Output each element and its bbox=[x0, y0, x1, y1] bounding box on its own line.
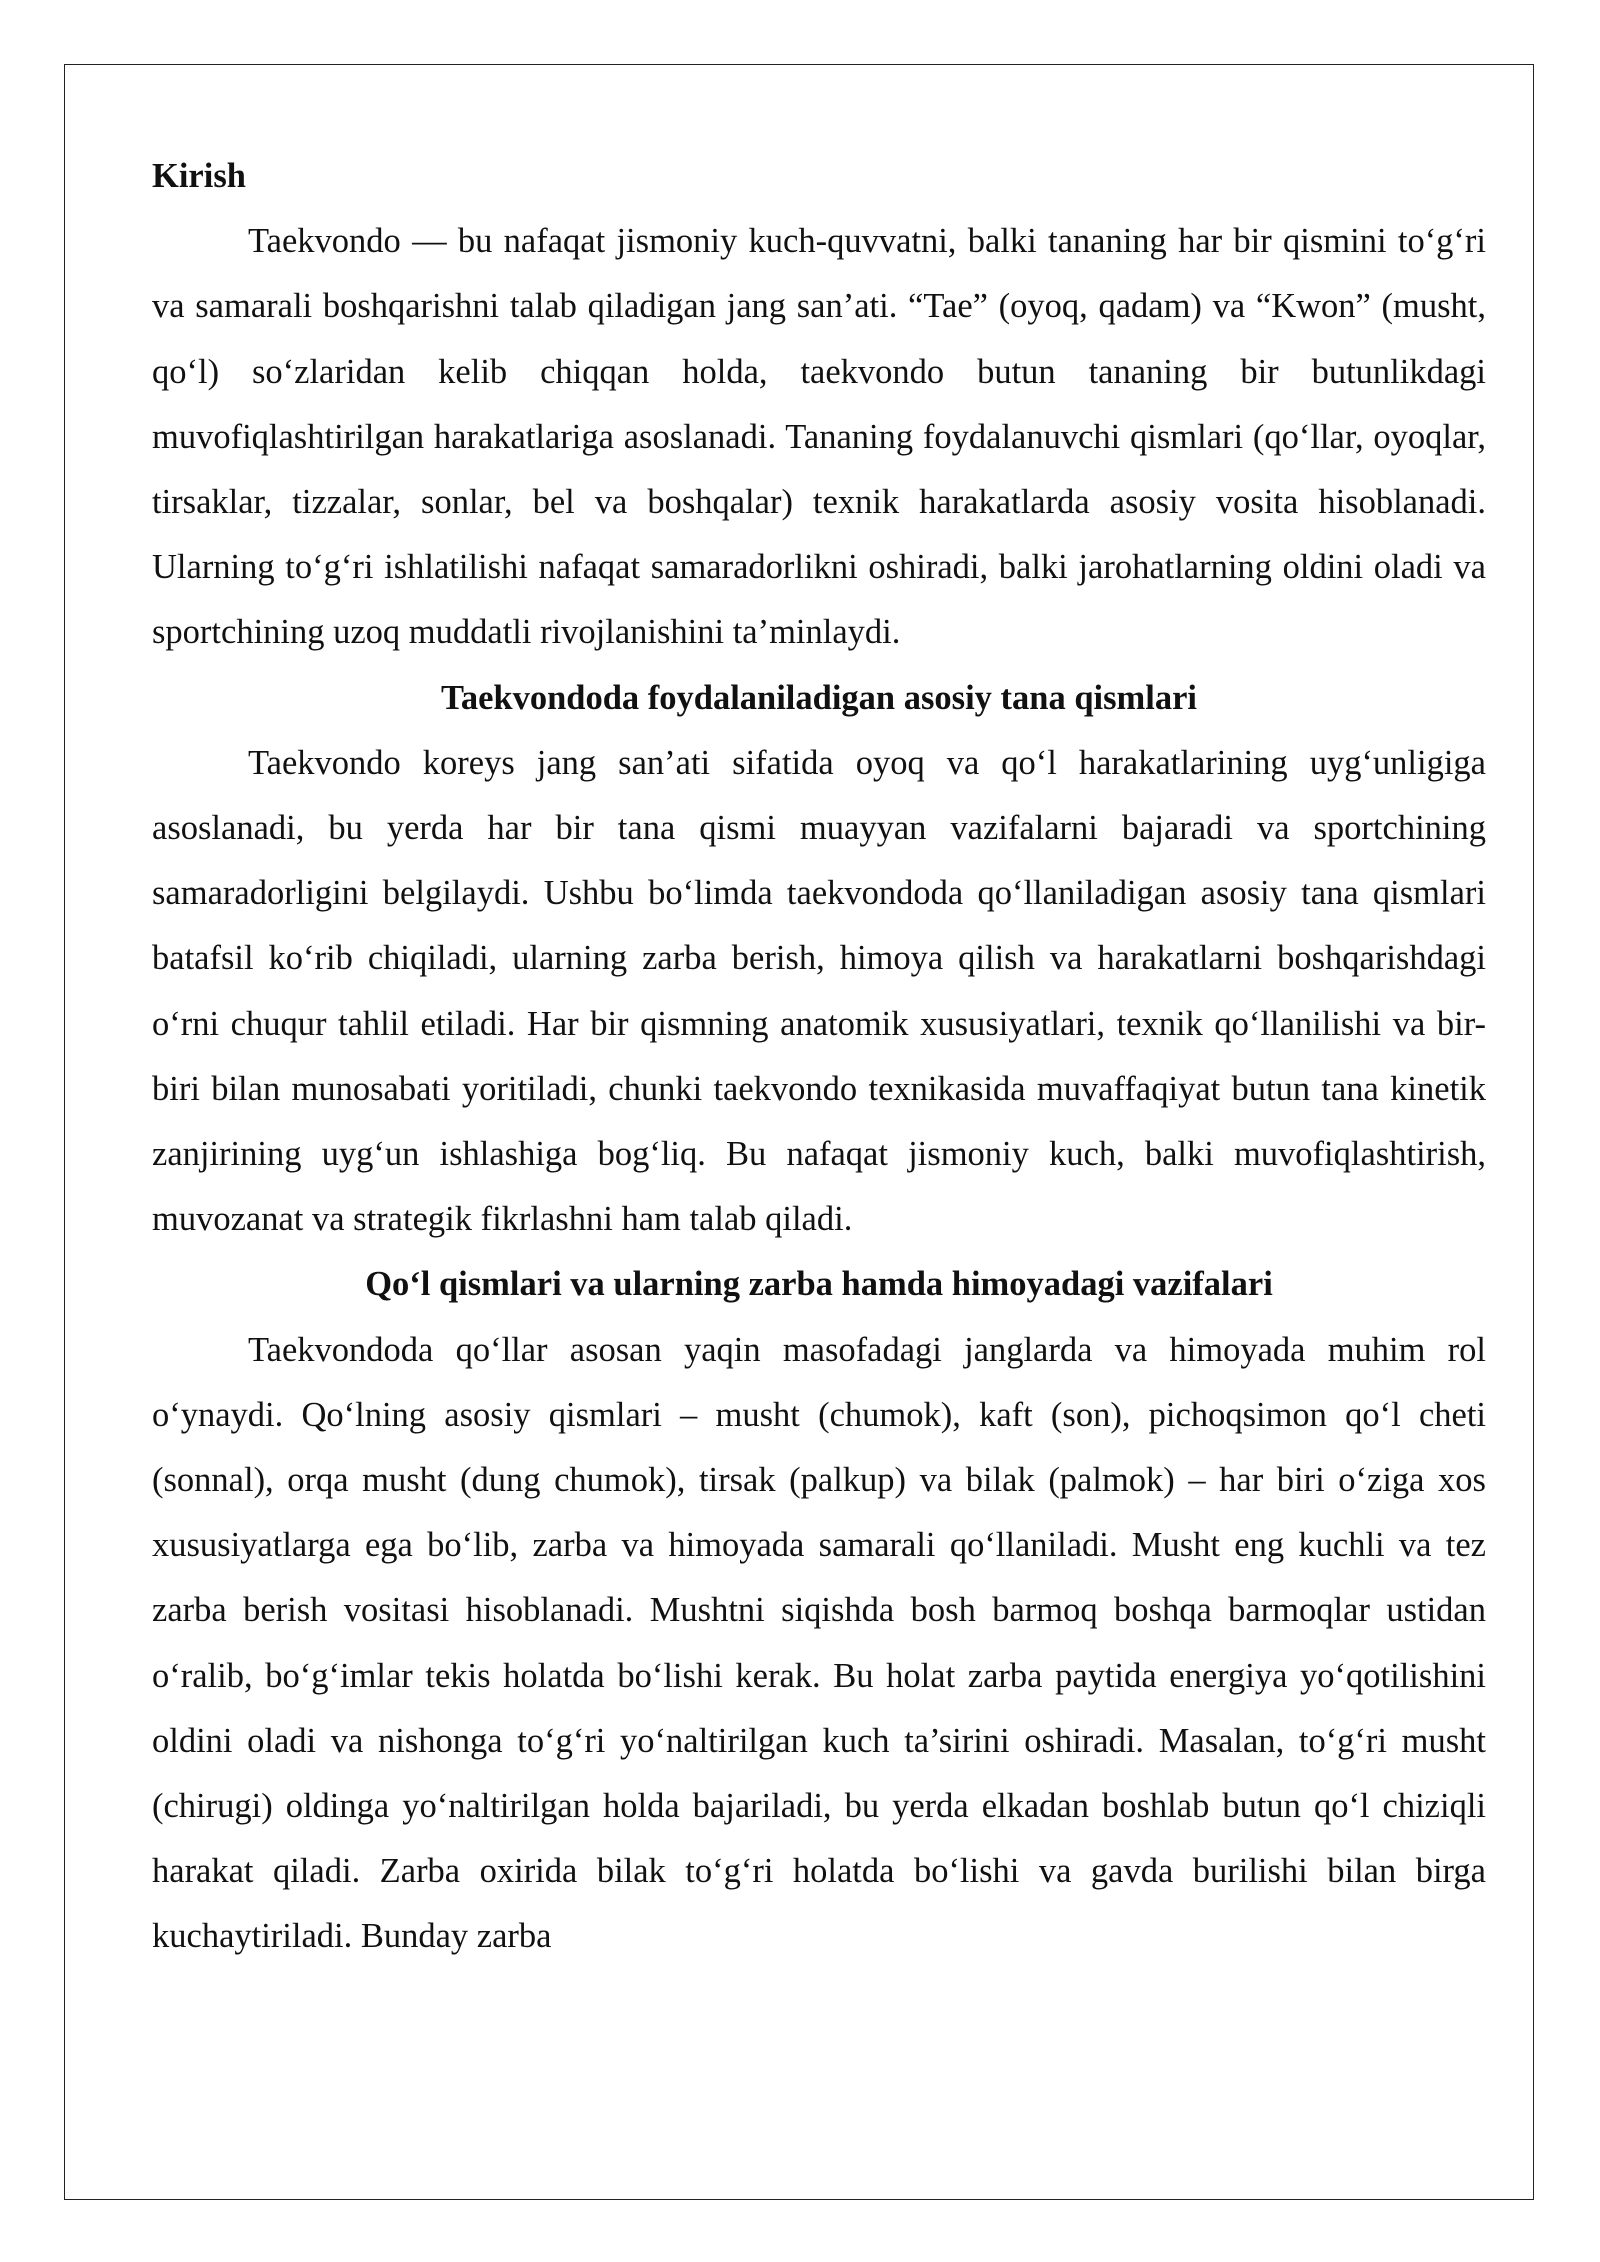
paragraph-qol-qismlari: Taekvondoda qo‘llar asosan yaqin masofadagi janglarda va himoyada muhim rol o‘ynaydi. Qo‘lning asosiy qismlari – musht (chumok), kaft (son), pichoqsimon qo‘l cheti (sonnal), orqa musht (dung chumok), tirsak (palkup) va bilak (palmok) – har biri o‘ziga xos xususiyatlarga ega bo‘lib, zarba va himoyada samarali qo‘llaniladi. Musht eng kuchli va tez zarba berish vositasi hisoblanadi. Mushtni siqishda bosh barmoq boshqa barmoqlar ustidan o‘ralib, bo‘g‘imlar tekis holatda bo‘lishi kerak. Bu holat zarba paytida energiya yo‘qotilishini oldini oladi va nishonga to‘g‘ri yo‘naltirilgan kuch ta’sirini oshiradi. Masalan, to‘g‘ri musht (chirugi) oldinga yo‘naltirilgan holda bajariladi, bu yerda elkadan boshlab butun qo‘l chiziqli harakat qiladi. Zarba oxirida bilak to‘g‘ri holatda bo‘lishi va gavda burilishi bilan birga kuchaytiriladi. Bunday zarba bbox=[152, 1330, 1486, 1956]
paragraph-asosiy-tana-qismlari: Taekvondo koreys jang san’ati sifatida oyoq va qo‘l harakatlarining uyg‘unligiga asoslanadi, bu yerda har bir tana qismi muayyan vazifalarni bajaradi va sportchining samaradorligini belgilaydi. Ushbu bo‘limda taekvondoda qo‘llaniladigan asosiy tana qismlari batafsil ko‘rib chiqiladi, ularning zarba berish, himoya qilish va harakatlarni boshqarishdagi o‘rni chuqur tahlil etiladi. Har bir qismning anatomik xususiyatlari, texnik qo‘llanilishi va bir-biri bilan munosabati yoritiladi, chunki taekvondo texnikasida muvaffaqiyat butun tana kinetik zanjirining uyg‘un ishlashiga bog‘liq. Bu nafaqat jismoniy kuch, balki muvofiqlashtirish, muvozanat va strategik fikrlashni ham talab qiladi. bbox=[152, 743, 1486, 1239]
section-heading-kirish: Kirish bbox=[152, 157, 246, 195]
section-heading-asosiy-tana-qismlari: Taekvondoda foydalaniladigan asosiy tana qismlari bbox=[440, 678, 1198, 717]
document-body bbox=[152, 144, 1486, 1970]
section-heading-qol-qismlari: Qo‘l qismlari va ularning zarba hamda himoyadagi vazifalari bbox=[365, 1265, 1273, 1304]
paragraph-kirish: Taekvondo — bu nafaqat jismoniy kuch-quvvatni, balki tananing har bir qismini to‘g‘ri va samarali boshqarishni talab qiladigan jang san’ati. “Tae” (oyoq, qadam) va “Kwon” (musht, qo‘l) so‘zlaridan kelib chiqqan holda, taekvondo butun tananing bir butunlikdagi muvofiqlashtirilgan harakatlariga asoslanadi. Tananing foydalanuvchi qismlari (qo‘llar, oyoqlar, tirsaklar, tizzalar, sonlar, bel va boshqalar) texnik harakatlarda asosiy vosita hisoblanadi. Ularning to‘g‘ri ishlatilishi nafaqat samaradorlikni oshiradi, balki jarohatlarning oldini oladi va sportchining uzoq muddatli rivojlanishini ta’minlaydi. bbox=[152, 222, 1486, 652]
